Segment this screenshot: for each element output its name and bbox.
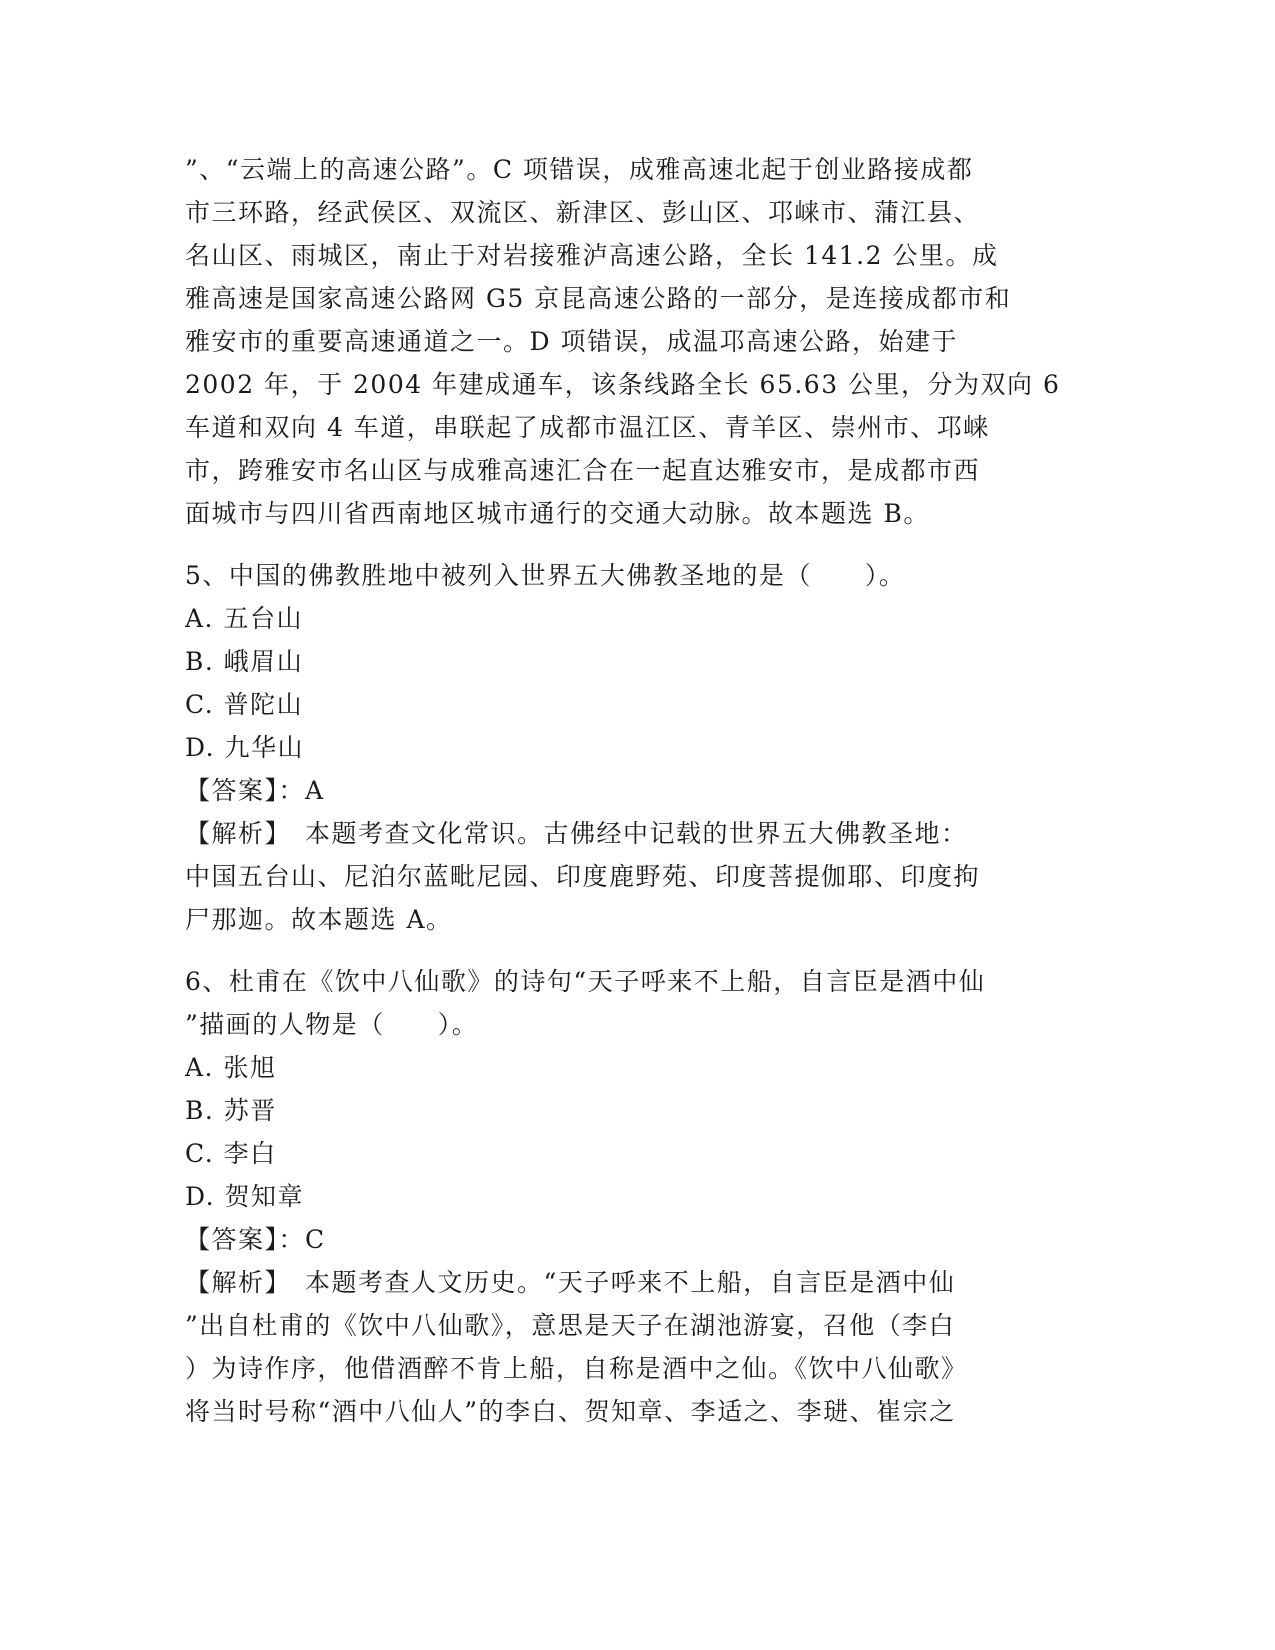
text-line: 面城市与四川省西南地区城市通行的交通大动脉。故本题选 B。	[185, 499, 930, 528]
question-6	[185, 960, 1085, 1433]
analysis-line: ）为诗作序，他借酒醉不肯上船，自称是酒中之仙。《饮中八仙歌》	[185, 1354, 968, 1383]
text-line: 雅高速是国家高速公路网 G5 京昆高速公路的一部分，是连接成都市和	[185, 284, 1012, 313]
analysis-line: 中国五台山、尼泊尔蓝毗尼园、印度鹿野苑、印度菩提伽耶、印度拘	[185, 862, 981, 891]
analysis-line: ”出自杜甫的《饮中八仙歌》，意思是天子在湖池游宴，召他（李白	[185, 1311, 956, 1340]
text-line: 市三环路，经武侯区、双流区、新津区、彭山区、邛崃市、蒲江县、	[185, 198, 981, 227]
text-line: 名山区、雨城区，南止于对岩接雅泸高速公路，全长 141.2 公里。成	[185, 241, 999, 270]
document-body	[185, 148, 1085, 1433]
question-stem: 6、杜甫在《饮中八仙歌》的诗句“天子呼来不上船，自言臣是酒中仙	[185, 967, 986, 996]
option-b: B. 峨眉山	[185, 647, 304, 676]
question-stem: ”描画的人物是（ ）。	[185, 1010, 479, 1039]
analysis-line: 尸那迦。故本题选 A。	[185, 905, 453, 934]
option-a: A. 五台山	[185, 604, 303, 633]
text-line: 雅安市的重要高速通道之一。D 项错误，成温邛高速公路，始建于	[185, 327, 958, 356]
spacer	[185, 535, 1085, 554]
option-d: D. 贺知章	[185, 1182, 305, 1211]
text-line: ”、“云端上的高速公路”。C 项错误，成雅高速北起于创业路接成都	[185, 155, 974, 184]
text-line: 2002 年，于 2004 年建成通车，该条线路全长 65.63 公里，分为双向 6	[185, 370, 1061, 399]
text-line: 车道和双向 4 车道，串联起了成都市温江区、青羊区、崇州市、邛崃	[185, 413, 990, 442]
analysis-line: 【解析】 本题考查文化常识。古佛经中记载的世界五大佛教圣地：	[185, 819, 968, 848]
option-a: A. 张旭	[185, 1053, 277, 1082]
option-d: D. 九华山	[185, 733, 305, 762]
answer-line: 【答案】：A	[185, 776, 325, 805]
analysis-line: 【解析】 本题考查人文历史。“天子呼来不上船，自言臣是酒中仙	[185, 1268, 956, 1297]
text-line: 市，跨雅安市名山区与成雅高速汇合在一起直达雅安市，是成都市西	[185, 456, 981, 485]
option-c: C. 李白	[185, 1139, 277, 1168]
previous-analysis-continuation	[185, 148, 1085, 535]
question-5	[185, 554, 1085, 941]
option-c: C. 普陀山	[185, 690, 304, 719]
question-stem: 5、中国的佛教胜地中被列入世界五大佛教圣地的是（ ）。	[185, 561, 906, 590]
answer-line: 【答案】：C	[185, 1225, 326, 1254]
option-b: B. 苏晋	[185, 1096, 277, 1125]
analysis-line: 将当时号称“酒中八仙人”的李白、贺知章、李适之、李琎、崔宗之	[185, 1397, 956, 1426]
spacer	[185, 941, 1085, 960]
